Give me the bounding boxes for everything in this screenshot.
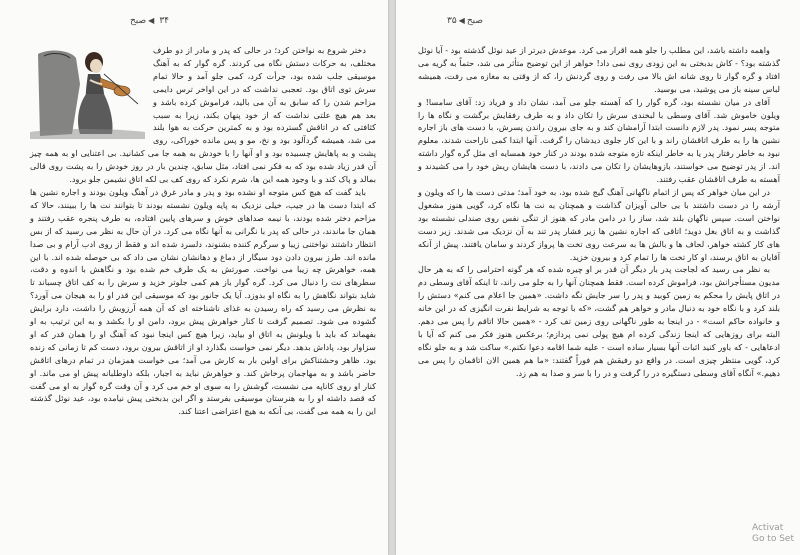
paragraph: باید گفت که هیچ کس متوجه او نشده بود و پدر و مادر غرق در آهنگ ویلون بودند و اجاره نشین ها که ابتدا دست ها در جیب، خیلی نزدیک به پایه ویلون نشسته بودند تا بتوانند نت ها را ببینند، حالا که مزاحم دختر شده بودند، با نیمه صداهای خوش و سرهای پایین افتاده، به طرف پنجره عقب رفتند و همان جا ماندند، در حالی که پدر با نگرانی به آنها نگاه می کرد. در آن حال به نظر می رسید که از بس انتظار داشتند نواختنی زیبا و سرگرم کننده بشنوند، دلسرد شده اند و فقط از روی ادب آرام و بی صدا مانده اند. طرز بیرون دادن دود سیگار از دماغ و دهانشان نشان می داد که بی حوصله شده اند. با این همه، خواهرش چه زیبا می نواخت. صورتش به یک طرف خم شده بود و نگاهش با اندوه و دقت، سطرهای نت را دنبال می کرد. گره گوار باز هم کمی جلوتر خزید و سرش را به کف اتاق چسباند تا شاید بتواند نگاهش را به نگاه او بدوزد. آیا یک جانور بود که موسیقی این قدر او را به هیجان می آورد؟ به نظرش می رسید که راه رسیدن به غذای ناشناخته ای که آن همه آرزویش را داشت، دارد برایش گشوده می شود. تصمیم گرفت تا کنار خواهرش پیش برود، دامن او را بکشد و به این ترتیب به او بفهماند که باید با ویلونش به اتاق او بیاید، زیرا هیچ کس اینجا نبود که آهنگ او را همان قدر که او سزاوار بود، پاداش بدهد. دیگر نمی خواست بگذارد او از اتاقش بیرون برود، دست کم تا زمانی که زنده بود. ظاهر وحشتناکش برای اولین بار به کارش می آمد؛ می خواست همزمان در تمام درهای اتاقش حاضر باشد و به مهاجمان پرخاش کند. و خواهرش نباید به اجبار، بلکه داوطلبانه پیش او می ماند. او کنار او روی کاناپه می نشست، گوشش را به سوی او خم می کرد و آن وقت گره گوار به او می گفت که قصد داشته او را به هنرستان موسیقی بفرستد و اگر این بدبختی پیش نیامده بود، عید نوئل گذشته این را به همه می گفت، بی آنکه به هیچ اعتراضی اعتنا کند. bbox=[30, 186, 376, 417]
right-page-text bbox=[418, 44, 780, 380]
watermark-line-1: Activat bbox=[751, 523, 784, 533]
page-number-right: ۳۵ bbox=[447, 16, 457, 26]
left-page-header bbox=[130, 16, 169, 26]
left-page bbox=[0, 0, 388, 555]
paragraph: آقای در میان نشسته بود، گره گوار را که آهسته جلو می آمد، نشان داد و فریاد زد: آقای سامسا! و ویلون خاموش شد. آقای وسطی با لبخندی سرش را تکان داد و به طرف رفقایش برگشت و نگاه ها را متوجه پسر نمود. پدر لازم دانست ابتدا آرامشان کند و به جای بیرون راندن پسرش، با دست های باز اجاره نشین ها را به طرف اتاقشان راند و با این کار جلوی دیدشان را گرفت. آنها ابتدا کمی ناراحت شدند، معلوم نبود به خاطر رفتار پدر یا به خاطر اینکه تازه متوجه شده بودند در کنار خود همسایه ای مثل گره گوار داشته اند. از پدر توضیح می خواستند، بازوهایشان را تکان می دادند، با دست هایشان ریش خود را می کشیدند و آهسته به طرف اتاقشان عقب رفتند. bbox=[418, 96, 780, 185]
watermark-line-2: Go to Set bbox=[751, 534, 794, 544]
right-page-header bbox=[444, 16, 483, 26]
woman-playing-violin-illustration bbox=[30, 44, 145, 139]
paragraph: در این میان خواهر که پس از اتمام ناگهانی آهنگ گیج شده بود، به خود آمد؛ مدتی دست ها را که ویلون و آرشه را در دست داشتند با بی حالی آویزان گذاشت و همچنان به نت ها نگاه کرد، گویی هنوز مشغول نواختن است. سپس ناگهان بلند شد، ساز را در دامن مادر که هنوز از تنگی نفس روی صندلی نشسته بود گذاشت و به اتاق بغل دوید؛ اتاقی که اجاره نشین ها زیر فشار پدر تند به آن نزدیک می شدند. زیر دست های کار کشته خواهر، لحاف ها و بالش ها به سرعت روی تخت ها پرواز کردند و سامان یافتند. پیش از آنکه آقایان به اتاق برسند، او کار تخت ها را تمام کرد و بیرون خزید. bbox=[418, 186, 780, 262]
left-page-text bbox=[30, 44, 376, 418]
arrow-icon: ◀ bbox=[148, 16, 155, 25]
running-title-left: صبح bbox=[130, 16, 147, 26]
arrow-icon: ◀ bbox=[458, 16, 465, 25]
paragraph: واهمه داشته باشد، این مطلب را جلو همه اقرار می کرد. موعدش دیرتر از عید نوئل گذشته بود - آیا نوئل گذشته بود؟ - کاش بدبختی به این زودی روی نمی داد! خواهر از این توضیح متأثر می شد، حتماً به گریه می افتاد و گره گوار تا روی شانه اش بالا می رفت و روی گردنش را، که از وقتی به مغازه می رفت، همیشه لباس سینه باز می پوشید، می بوسید. bbox=[418, 45, 780, 94]
paragraph: دختر شروع به نواختن کرد؛ در حالی که پدر و مادر از دو طرف مختلف، به حرکات دستش نگاه می کردند. گره گوار که به آهنگ موسیقی جلب شده بود، جرأت کرد، کمی جلو آمد و حالا تمام سرش توی اتاق بود. تعجبی نداشت که در این اواخر ترس دایمی مزاحم شدن را که سابق به آن می بالید، فراموش کرده باشد و بعد هم هیچ علتی نداشت که از خود پنهان بکند، زیرا به سبب کثافتی که در اتاقش گسترده بود و به کمترین حرکت به هوا بلند می شد، همیشه گردآلود بود و نخ، مو و پس مانده خوراکی، روی پشت و به پاهایش چسبیده بود و او آنها را با خودش به همه جا می کشانید. بی اعتنایی او به همه چیز آن قدر زیاد شده بود که به فکر نمی افتاد، مثل سابق، چندین بار در روز خودش را به پشت روی قالی بمالد و پاک کند و با وجود همه این ها، شرم نکرد که روی کف بی لکه اتاق نشیمن جلو برود. bbox=[30, 45, 376, 185]
paragraph: به نظر می رسید که لجاجت پدر بار دیگر آن قدر بر او چیره شده که هر گونه احترامی را که به هر حال مدیون مستأجرانش بود، فراموش کرده است. فقط همچنان آنها را به جلو می راند، تا اینکه آقای وسطی دم در اتاق پایش را محکم به زمین کوبید و پدر را سر جایش نگه داشت. «همین جا اعلام می کنم» دستش را بلند کرد و با نگاه خود به دنبال مادر و خواهر هم گشت، «که با توجه به شرایط نفرت انگیزی که در این خانه و خانواده حاکم است» - در اینجا به طور ناگهانی روی زمین تف کرد - «همین حالا اتاقم را پس می دهم. البته برای روزهایی که اینجا زندگی کرده ام هیچ پولی نمی پردازم؛ برعکس هنوز فکر می کنم که آیا با ادعاهایی - که باور کنید اثبات آنها بسیار ساده است - علیه شما اقامه دعوا نکنم.» ساکت شد و به جلو نگاه کرد، گویی منتظر چیزی است. در واقع دو رفیقش هم فوراً گفتند: «ما هم همین الان اتاقمان را پس می دهیم.» آنگاه آقای وسطی دستگیره در را گرفت و در را با سر و صدا به هم زد. bbox=[418, 264, 780, 378]
page-number-left: ۳۴ bbox=[159, 16, 169, 26]
right-page bbox=[396, 0, 800, 555]
running-title-right: صبح bbox=[466, 16, 483, 26]
activation-watermark bbox=[752, 523, 794, 545]
